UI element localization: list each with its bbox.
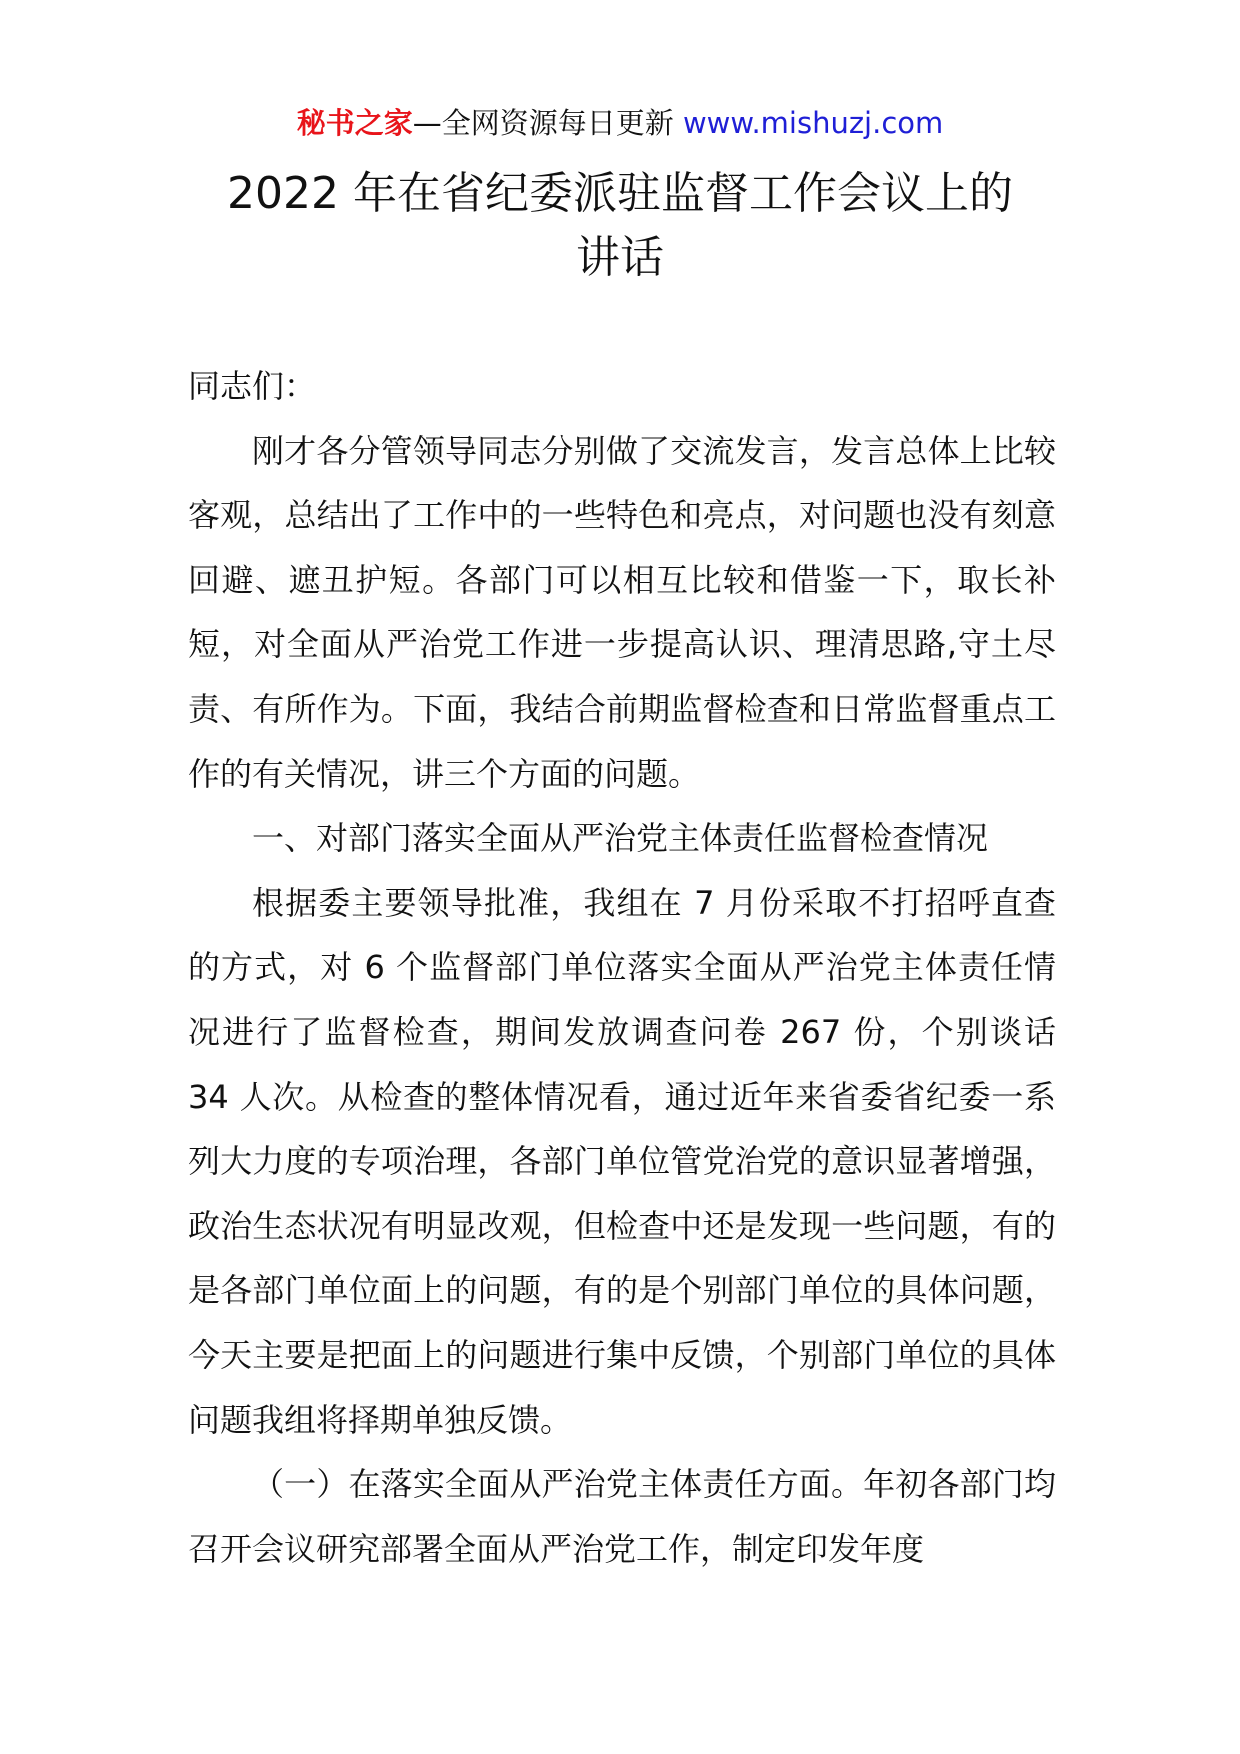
site-tagline: —全网资源每日更新 <box>412 106 674 140</box>
body-paragraph: 刚才各分管领导同志分别做了交流发言，发言总体上比较客观，总结出了工作中的一些特色和亮点，对问题也没有刻意回避、遮丑护短。各部门可以相互比较和借鉴一下，取长补短，对全面从严治党工作进一步提高认识、理清思路,守土尽责、有所作为。下面，我结合前期监督检查和日常监督重点工作的有关情况，讲三个方面的问题。 <box>188 431 1056 793</box>
section-heading: 一、对部门落实全面从严治党主体责任监督检查情况 <box>252 819 989 858</box>
salutation: 同志们： <box>188 367 317 405</box>
document-body <box>188 354 1056 1581</box>
body-paragraph: 根据委主要领导批准，我组在 7 月份采取不打招呼直查的方式，对 6 个监督部门单位落实全面从严治党主体责任情况进行了监督检查，期间发放调查问卷 267 份，个别谈话 34 人次。从检查的整体情况看，通过近年来省委省纪委一系列大力度的专项治理，各部门单位管党治党的意识显著增强，政治生态状况有明显改观，但检查中还是发现一些问题，有的是各部门单位面上的问题，有的是个别部门单位的具体问题，今天主要是把面上的问题进行集中反馈，个别部门单位的具体问题我组将择期单独反馈。 <box>188 883 1056 1439</box>
document-title <box>0 162 1240 290</box>
site-header <box>0 103 1240 143</box>
document-title-line-2: 讲话 <box>576 232 664 283</box>
subsection-paragraph: （一）在落实全面从严治党主体责任方面。年初各部门均召开会议研究部署全面从严治党工作，制定印发年度 <box>188 1465 1056 1568</box>
site-url-link[interactable]: www.mishuzj.com <box>682 106 944 140</box>
document-title-line-1: 2022 年在省纪委派驻监督工作会议上的 <box>227 168 1013 219</box>
site-brand: 秘书之家 <box>296 106 413 140</box>
